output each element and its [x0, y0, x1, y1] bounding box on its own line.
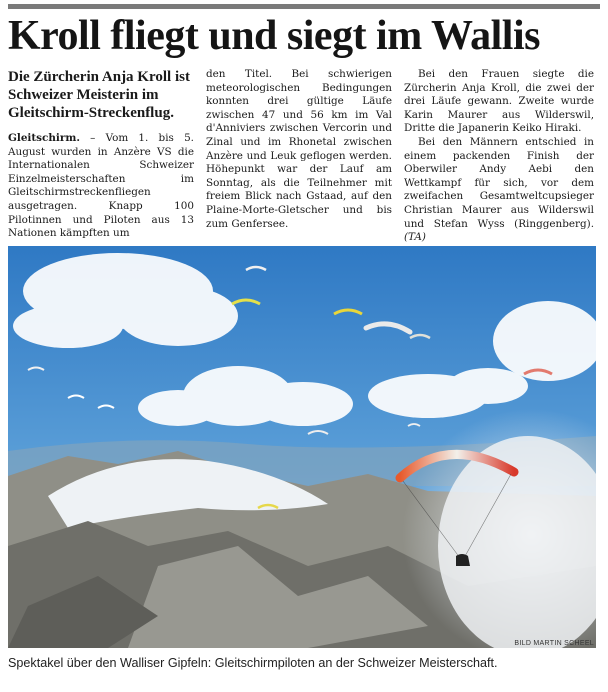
- body-paragraph-4: [404, 136, 594, 245]
- headline: Kroll fliegt und siegt im Wallis: [8, 13, 540, 59]
- article-column-2: [206, 68, 392, 231]
- author-tag: (TA): [404, 231, 426, 244]
- top-rule: [8, 4, 600, 9]
- lead-text: Die Zürcherin Anja Kroll ist Schweizer Meisterin im Gleitschirm-Streckenflug.: [8, 69, 190, 121]
- kicker: Gleitschirm.: [8, 132, 80, 144]
- body-paragraph-1: [8, 132, 194, 241]
- paragliders-photo: [8, 246, 596, 648]
- article-column-1: [8, 68, 194, 241]
- article-column-3: [404, 68, 594, 245]
- article-photo: [8, 246, 596, 648]
- body-text-1: – Vom 1. bis 5. August wurden in Anzère VS die Internationalen Schweizer Einzelmeisterschaften im Gleitschirmstreckenfliegen ausgetragen. Knapp 100 Pilotinnen und Piloten aus 13 Nationen kämpften um: [8, 132, 194, 240]
- photo-credit: BILD MARTIN SCHEEL: [514, 640, 594, 647]
- photo-caption: Spektakel über den Walliser Gipfeln: Gleitschirmpiloten an der Schweizer Meisterschaft.: [8, 656, 498, 670]
- body-paragraph-2: den Titel. Bei schwierigen meteorologischen Bedingungen konnten drei gültige Läufe zwischen 47 und 56 km im Val d'Anniviers zwischen Vercorin und Zinal und im Rhonetal zwischen Anzère und Leuk geflogen werden. Höhepunkt war der Lauf am Sonntag, als die Teilnehmer mit freiem Blick nach Gstaad, auf den Plaine-Morte-Gletscher und bis zum Genfersee.: [206, 68, 392, 230]
- body-text-4: Bei den Männern entschied in einem packenden Finish der Oberwiler Andy Aebi den Wettkampf für sich, vor dem zweifachen Gesamtweltcupsieger Christian Maurer aus Wilderswil und Stefan Wyss (Ringgenberg).: [404, 135, 594, 230]
- body-paragraph-3: Bei den Frauen siegte die Zürcherin Anja Kroll, die zwei der drei Läufe gewann. Zweite wurde Karin Maurer aus Wilderswil, Dritte die Japanerin Keiko Hiraki.: [404, 68, 594, 135]
